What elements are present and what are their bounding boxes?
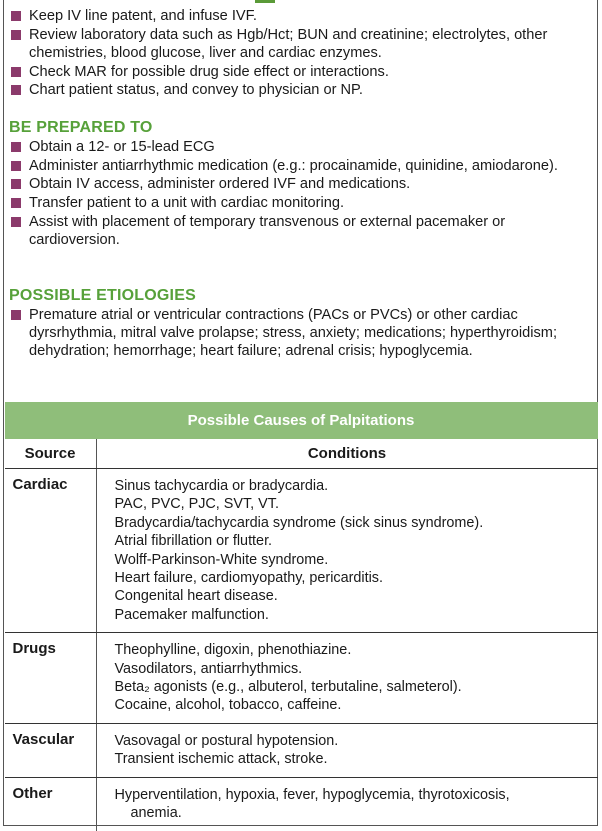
be-prepared-list	[9, 138, 596, 249]
condition-line: Hyperventilation, hypoxia, fever, hypoglycemia, thyrotoxicosis,	[114, 786, 510, 803]
square-bullet-icon	[11, 142, 21, 152]
square-bullet-icon	[11, 179, 21, 189]
condition-line: Congenital heart disease.	[114, 588, 278, 605]
condition-line: Beta₂ agonists (e.g., albuterol, terbutaline, salmeterol).	[114, 679, 462, 696]
table-row	[5, 633, 598, 724]
conditions-cell	[96, 777, 598, 830]
list-item: Chart patient status, and convey to physician or NP.	[9, 81, 596, 99]
square-bullet-icon	[11, 85, 21, 95]
conditions-column-header: Conditions	[96, 439, 598, 469]
table-header-row	[5, 439, 598, 469]
condition-line: Cocaine, alcohol, tobacco, caffeine.	[114, 697, 342, 714]
square-bullet-icon	[11, 198, 21, 208]
list-item: Premature atrial or ventricular contractions (PACs or PVCs) or other cardiac dyrsrhythmia, mitral valve prolapse; stress, anxiety; medications; hyperthyroidism; dehydration; hemorrhage; heart failure; adrenal crisis; hypoglycemia.	[9, 306, 596, 361]
condition-line: Sinus tachycardia or bradycardia.	[114, 478, 329, 494]
condition-line: Bradycardia/tachycardia syndrome (sick sinus syndrome).	[114, 514, 484, 531]
list-item: Keep IV line patent, and infuse IVF.	[9, 7, 596, 25]
condition-line: PAC, PVC, PJC, SVT, VT.	[114, 496, 279, 513]
etiologies-heading: POSSIBLE ETIOLOGIES	[9, 287, 196, 304]
source-cell: Drugs	[5, 633, 97, 724]
list-item: Assist with placement of temporary transvenous or external pacemaker or cardioversion.	[9, 213, 596, 249]
square-bullet-icon	[11, 67, 21, 77]
list-item: Check MAR for possible drug side effect or interactions.	[9, 63, 596, 81]
list-item: Administer antiarrhythmic medication (e.g.: procainamide, quinidine, amiodarone).	[9, 157, 596, 175]
etiologies-list	[9, 306, 596, 361]
source-cell: Vascular	[5, 723, 97, 777]
condition-line: Heart failure, cardiomyopathy, pericarditis.	[114, 570, 383, 587]
condition-line: Atrial fibrillation or flutter.	[114, 533, 273, 550]
source-cell: Cardiac	[5, 469, 97, 633]
top-bullets-section	[9, 7, 596, 100]
square-bullet-icon	[11, 310, 21, 320]
table-row	[5, 777, 598, 830]
table-row	[5, 723, 598, 777]
condition-line: Theophylline, digoxin, phenothiazine.	[114, 642, 352, 659]
top-accent-bar	[255, 0, 275, 3]
condition-line: Vasodilators, antiarrhythmics.	[114, 660, 303, 677]
conditions-cell	[96, 469, 598, 633]
be-prepared-heading: BE PREPARED TO	[9, 119, 153, 136]
square-bullet-icon	[11, 30, 21, 40]
square-bullet-icon	[11, 217, 21, 227]
table-row	[5, 469, 598, 633]
source-cell: Other	[5, 777, 97, 830]
list-item: Review laboratory data such as Hgb/Hct; BUN and creatinine; electrolytes, other chemistries, blood glucose, liver and cardiac enzymes.	[9, 26, 596, 62]
etiologies-section	[9, 287, 596, 361]
condition-line: Wolff-Parkinson-White syndrome.	[114, 551, 329, 568]
conditions-cell	[96, 633, 598, 724]
condition-line: Transient ischemic attack, stroke.	[114, 751, 328, 768]
top-bullet-list	[9, 7, 596, 100]
list-item: Obtain a 12- or 15-lead ECG	[9, 138, 596, 156]
square-bullet-icon	[11, 11, 21, 21]
table-title-banner: Possible Causes of Palpitations	[5, 402, 598, 439]
causes-table	[5, 439, 598, 831]
list-item: Transfer patient to a unit with cardiac monitoring.	[9, 194, 596, 212]
be-prepared-section	[9, 119, 596, 250]
condition-line: Pacemaker malfunction.	[114, 606, 269, 623]
conditions-cell	[96, 723, 598, 777]
source-column-header: Source	[5, 439, 97, 469]
square-bullet-icon	[11, 161, 21, 171]
condition-line: Vasovagal or postural hypotension.	[114, 732, 339, 749]
list-item: Obtain IV access, administer ordered IVF and medications.	[9, 175, 596, 193]
condition-line: anemia.	[130, 805, 182, 822]
